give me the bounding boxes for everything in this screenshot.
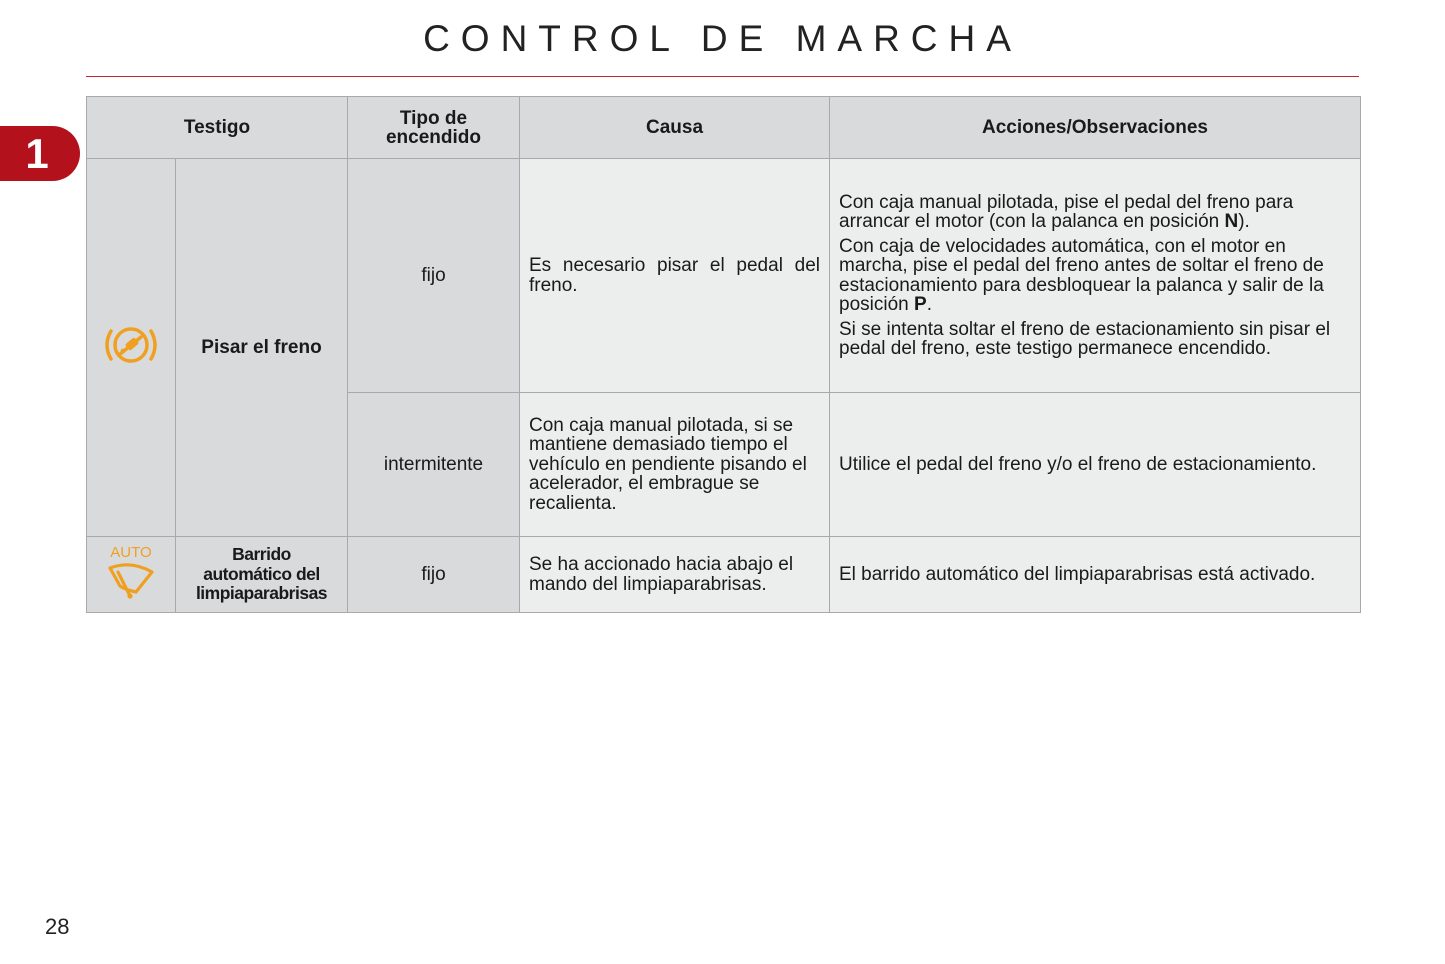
header-tipo-encendido [348, 97, 520, 159]
header-causa: Causa [520, 97, 830, 159]
action-paragraph [839, 237, 1351, 315]
actions-text: Utilice el pedal del freno y/o el freno de estacionamiento. [830, 393, 1361, 537]
action-paragraph [839, 193, 1351, 232]
action-text: Con caja manual pilotada, pise el pedal del freno para arrancar el motor (con la palanca en posición [839, 191, 1294, 232]
ignition-type: fijo [348, 537, 520, 613]
icon-cell [87, 159, 176, 537]
header-tipo-line2: encendido [385, 126, 481, 148]
table-row [87, 159, 1361, 393]
page-title: CONTROL DE MARCHA [423, 18, 1022, 59]
warning-light-table [86, 96, 1361, 613]
ignition-type: intermitente [348, 393, 520, 537]
table-header-row [87, 97, 1361, 159]
icon-cell [87, 537, 176, 613]
auto-label: AUTO [110, 544, 152, 561]
action-text-end: ). [1238, 211, 1250, 232]
warning-name [176, 537, 348, 613]
action-text: Si se intenta soltar el freno de estacionamiento sin pisar el pedal del freno, este testigo permanece encendido. [839, 318, 1331, 359]
table-row [87, 537, 1361, 613]
cause-text: Se ha accionado hacia abajo el mando del limpiaparabrisas. [520, 537, 830, 613]
actions-text: El barrido automático del limpiaparabrisas está activado. [830, 537, 1361, 613]
gear-position-label: P [914, 294, 927, 315]
brake-pedal-warning-icon [101, 354, 161, 371]
header-testigo: Testigo [87, 97, 348, 159]
action-text: Con caja de velocidades automática, con el motor en marcha, pise el pedal del freno antes de soltar el freno de estacionamiento para desbloquear la palanca y salir de la posición [839, 235, 1324, 315]
warning-name-line: limpiaparabrisas [195, 583, 328, 604]
chapter-tab: 1 [0, 126, 80, 181]
action-paragraph [839, 320, 1351, 359]
action-text-end: . [926, 294, 932, 315]
cause-text: Con caja manual pilotada, si se mantiene demasiado tiempo el vehículo en pendiente pisando el acelerador, el embrague se recalienta. [520, 393, 830, 537]
warning-name: Pisar el freno [176, 159, 348, 537]
page-number: 28 [45, 914, 70, 939]
cause-text: Es necesario pisar el pedal del freno. [520, 159, 830, 393]
ignition-type: fijo [348, 159, 520, 393]
gear-position-label: N [1224, 211, 1239, 232]
title-divider [86, 76, 1359, 77]
warning-name-line: automático del [203, 563, 320, 584]
warning-name-line: Barrido [232, 544, 291, 565]
header-acciones: Acciones/Observaciones [830, 97, 1361, 159]
actions-cell [830, 159, 1361, 393]
header-tipo-line1: Tipo de [399, 107, 468, 129]
auto-wiper-icon [106, 587, 156, 604]
